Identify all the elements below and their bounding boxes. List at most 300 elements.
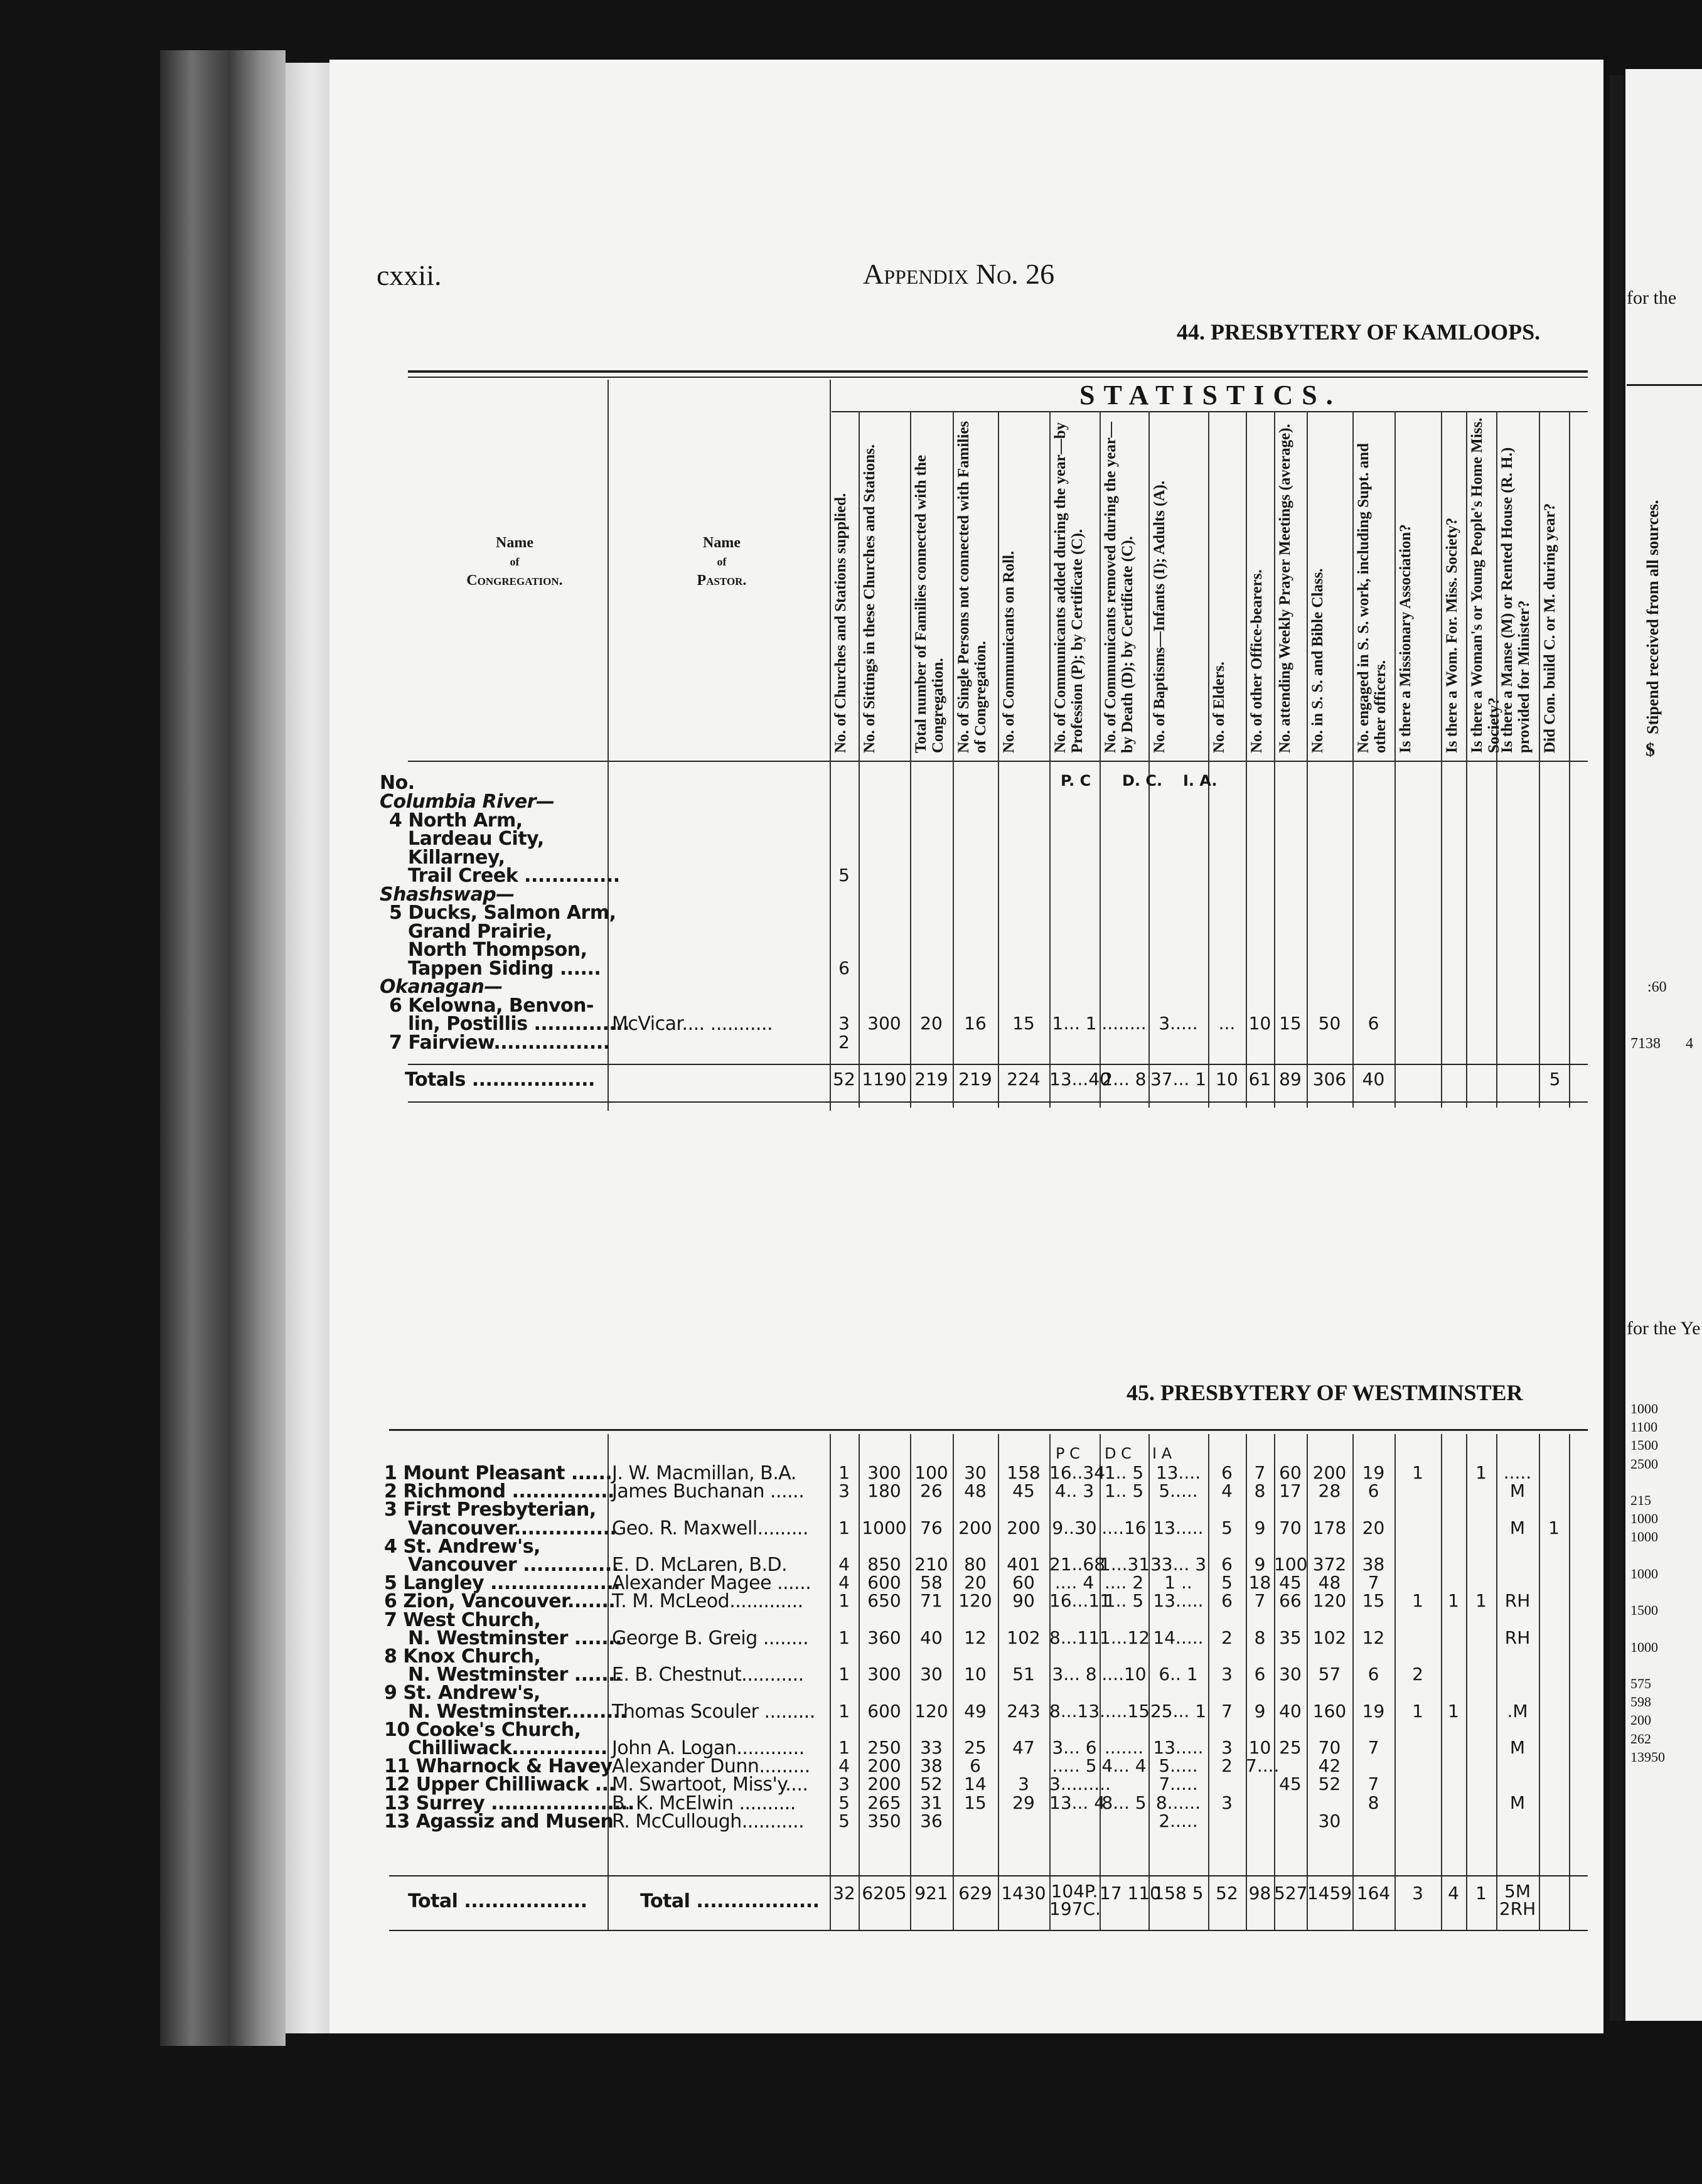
- stat-value: 650: [867, 1590, 901, 1612]
- stat-value: 21..68: [1049, 1554, 1106, 1575]
- stat-value: 76: [920, 1517, 943, 1538]
- stat-value: 8......: [1155, 1792, 1201, 1813]
- stat-value: 7: [1367, 1774, 1379, 1795]
- pastor-header-line: of: [717, 555, 727, 568]
- col-rule: [1466, 1434, 1467, 1930]
- stat-value: 100: [914, 1462, 948, 1483]
- stat-value: 20: [1362, 1517, 1385, 1538]
- pastor-name: Thomas Scouler .........: [612, 1700, 815, 1723]
- stat-value: 30: [920, 1664, 943, 1685]
- total-value: 219: [914, 1069, 948, 1089]
- total-value: 629: [958, 1883, 992, 1903]
- gutter: [1610, 75, 1624, 2021]
- col-rule: [998, 411, 999, 1108]
- stat-value: 1: [838, 1737, 850, 1758]
- stat-value: 210: [914, 1554, 948, 1575]
- col-rule: [1466, 411, 1467, 1108]
- rule: [408, 1064, 1588, 1065]
- pastor-total-label: Total ..................: [640, 1890, 820, 1912]
- total-value: 219: [958, 1069, 992, 1089]
- congregation-name: Chilliwack..............: [408, 1737, 607, 1759]
- total-value: 1190: [862, 1069, 907, 1089]
- no-label: No.: [380, 772, 415, 794]
- congregation-name: Shashswap—: [380, 883, 515, 906]
- stat-value: 50: [1318, 1013, 1341, 1034]
- subheader-ia: I. A.: [1183, 772, 1218, 790]
- stat-value: 70: [1279, 1517, 1302, 1538]
- facing-value: :60: [1647, 979, 1667, 995]
- total-value: 32: [833, 1883, 855, 1903]
- stat-value: 1: [1475, 1590, 1487, 1612]
- facing-value: 1500: [1630, 1602, 1658, 1619]
- stat-value: 102: [1312, 1627, 1347, 1648]
- subheader-dc: D C: [1105, 1445, 1132, 1462]
- congregation-name: Trail Creek ..............: [408, 865, 620, 887]
- stat-value: M: [1509, 1792, 1526, 1813]
- stat-value: 200: [867, 1774, 901, 1795]
- col-rule: [1569, 411, 1570, 1108]
- total-value: 306: [1312, 1069, 1347, 1089]
- churches-value: 6: [838, 957, 850, 978]
- stat-value: 6: [1367, 1480, 1379, 1502]
- stat-value: 4: [1221, 1480, 1233, 1502]
- stat-column-header: No. of Communicants added during the year—by Profession (P); by Certificate (C).: [1052, 422, 1086, 753]
- stat-value: 265: [867, 1792, 901, 1813]
- stat-value: 49: [964, 1700, 987, 1721]
- stat-value: 1: [838, 1664, 850, 1685]
- stat-value: 36: [920, 1810, 943, 1831]
- rule: [408, 1101, 1588, 1103]
- pastor-header: [646, 533, 797, 590]
- total-value: 164: [1356, 1883, 1391, 1903]
- congregation-name: N. Westminster .......: [408, 1664, 622, 1686]
- col-rule: [953, 411, 954, 1108]
- stat-value: 360: [867, 1627, 901, 1648]
- page-stack: [286, 63, 329, 2033]
- stat-value: 20: [920, 1013, 943, 1034]
- pastor-header-line: Name: [703, 535, 741, 551]
- stat-value: 15: [964, 1792, 987, 1813]
- facing-value: 200: [1630, 1712, 1651, 1728]
- congregation-name: 13 Agassiz and Musen: [384, 1810, 614, 1833]
- stipend-header: Stipend received from all sources.: [1644, 500, 1662, 734]
- stat-value: 6: [1221, 1462, 1233, 1483]
- total-value: 3: [1412, 1883, 1423, 1903]
- stat-value: 200: [958, 1517, 992, 1538]
- congregation-name: 4 North Arm,: [389, 809, 523, 832]
- congregation-name: 12 Upper Chilliwack ...: [384, 1774, 616, 1796]
- stat-value: 300: [867, 1664, 901, 1685]
- stat-value: 25: [964, 1737, 987, 1758]
- stat-value: 120: [914, 1700, 948, 1721]
- stat-value: .....: [1503, 1462, 1532, 1483]
- pastor-name: George B. Greig ........: [612, 1627, 809, 1649]
- stat-value: 18: [1248, 1572, 1271, 1593]
- total-value: 4: [1448, 1883, 1459, 1903]
- pastor-name: John A. Logan............: [612, 1737, 805, 1759]
- col-rule: [1441, 1434, 1442, 1930]
- stat-value: 90: [1012, 1590, 1035, 1612]
- stat-value: 6: [970, 1755, 981, 1777]
- stat-value: .M: [1507, 1700, 1528, 1721]
- stat-value: 17: [1279, 1480, 1302, 1502]
- stat-value: 31: [920, 1792, 943, 1813]
- pastor-name: B. K. McElwin ..........: [612, 1792, 796, 1814]
- congregation-name: 7 Fairview.................: [389, 1031, 610, 1054]
- stat-value: 8...13: [1049, 1700, 1100, 1721]
- stat-column-header: No. attending Weekly Prayer Meetings (average).: [1276, 424, 1293, 753]
- rule: [1627, 384, 1702, 386]
- subheader-ia: I A: [1152, 1445, 1172, 1462]
- congregation-name: 7 West Church,: [384, 1609, 541, 1631]
- stat-value: 6: [1367, 1013, 1379, 1034]
- congregation-name: 5 Ducks, Salmon Arm,: [389, 902, 616, 924]
- stat-value: 5: [1221, 1572, 1233, 1593]
- stat-value: 8: [1254, 1627, 1266, 1648]
- stat-value: 1: [1412, 1700, 1423, 1721]
- stat-value: 5.....: [1159, 1480, 1198, 1502]
- stat-value: 38: [1362, 1554, 1385, 1575]
- stat-value: 3.....: [1159, 1013, 1198, 1034]
- stat-value: 1: [1475, 1462, 1487, 1483]
- facing-value: 575: [1630, 1676, 1651, 1691]
- stat-value: M: [1509, 1517, 1526, 1538]
- total-value: 224: [1007, 1069, 1041, 1089]
- total-value: 37... 1: [1150, 1069, 1207, 1089]
- stat-value: 7: [1367, 1737, 1379, 1758]
- total-value: 61: [1248, 1069, 1271, 1089]
- congregation-name: N. Westminster .......: [408, 1627, 622, 1649]
- value-part: 5M: [1504, 1881, 1531, 1902]
- congregation-name: Killarney,: [408, 846, 505, 869]
- pastor-name: Alexander Magee ......: [612, 1572, 811, 1595]
- pastor-name: Geo. R. Maxwell.........: [612, 1517, 808, 1539]
- stat-value: 45: [1279, 1572, 1302, 1593]
- facing-value: 4: [1686, 1036, 1693, 1052]
- stat-value: 1.. 5: [1104, 1462, 1144, 1483]
- stat-value: 25... 1: [1150, 1700, 1207, 1721]
- stat-value: 1: [1448, 1700, 1459, 1721]
- stat-value: 3: [1221, 1737, 1233, 1758]
- col-rule: [1569, 1434, 1570, 1930]
- stat-value: 1 ..: [1164, 1572, 1192, 1593]
- stat-value: 200: [867, 1755, 901, 1777]
- total-value: 1459: [1307, 1883, 1352, 1903]
- stat-value: 10: [1248, 1737, 1271, 1758]
- stat-value: 8...11: [1049, 1627, 1100, 1648]
- total-value: 1: [1475, 1883, 1487, 1903]
- col-rule: [1496, 411, 1497, 1108]
- col-rule: [1208, 411, 1209, 1108]
- total-value: 10: [1216, 1069, 1238, 1089]
- stat-value: 4: [838, 1554, 850, 1575]
- stat-value: 13.....: [1153, 1590, 1204, 1612]
- stat-value: 30: [1279, 1664, 1302, 1685]
- stat-value: 80: [964, 1554, 987, 1575]
- dollar-sign: $: [1646, 739, 1655, 760]
- stat-value: 600: [867, 1700, 901, 1721]
- stat-value: 160: [1312, 1700, 1347, 1721]
- stat-value: 1: [1412, 1462, 1423, 1483]
- stat-value: 3: [838, 1480, 850, 1502]
- stat-value: 6: [1367, 1664, 1379, 1685]
- stat-value: 350: [867, 1810, 901, 1831]
- facing-value: 1000: [1630, 1529, 1658, 1545]
- stat-value: .... 4: [1054, 1572, 1095, 1593]
- stat-value: 1... 1: [1052, 1013, 1097, 1034]
- stat-value: 1: [1448, 1590, 1459, 1612]
- stat-value: 52: [1318, 1774, 1341, 1795]
- stat-value: 3: [838, 1774, 850, 1795]
- manse-total: 5: [1549, 1069, 1561, 1089]
- page-number: cxxii.: [377, 259, 442, 291]
- stat-value: 30: [964, 1462, 987, 1483]
- col-rule: [910, 411, 911, 1108]
- stat-value: 2: [1221, 1755, 1233, 1777]
- facing-value: 1000: [1630, 1639, 1658, 1655]
- stat-value: 70: [1318, 1737, 1341, 1758]
- value-part: 197C.: [1049, 1898, 1101, 1919]
- stat-value: 120: [1312, 1590, 1347, 1612]
- congregation-name: 9 St. Andrew's,: [384, 1682, 540, 1705]
- stat-value: 178: [1312, 1517, 1347, 1538]
- stat-value: 10: [1248, 1013, 1271, 1034]
- congregation-name: 6 Kelowna, Benvon-: [389, 994, 594, 1017]
- total-value: 527: [1274, 1883, 1308, 1903]
- stat-value: 1: [838, 1590, 850, 1612]
- stat-column-header: No. of Elders.: [1211, 661, 1228, 753]
- stat-value: ..... 5: [1052, 1755, 1097, 1777]
- congregation-name: Lardeau City,: [408, 828, 544, 850]
- stat-value: 243: [1007, 1700, 1041, 1721]
- stat-value: 12: [964, 1627, 987, 1648]
- stat-value: 3: [1221, 1664, 1233, 1685]
- congregation-name: Grand Prairie,: [408, 920, 553, 943]
- col-rule: [830, 380, 831, 1111]
- stat-value: 13.....: [1153, 1517, 1204, 1538]
- rule: [832, 411, 1588, 412]
- stat-value: 16: [964, 1013, 987, 1034]
- facing-value: 598: [1630, 1694, 1651, 1710]
- stat-column-header: No. of Communicants removed during the year—by Death (D); by Certificate (C).: [1102, 422, 1136, 753]
- section-title-kamloops: 44. PRESBYTERY OF KAMLOOPS.: [1177, 319, 1541, 345]
- stat-value: 600: [867, 1572, 901, 1593]
- col-rule: [1539, 1434, 1540, 1930]
- congregation-name: 5 Langley ...................: [384, 1572, 621, 1595]
- stat-value: 158: [1007, 1462, 1041, 1483]
- stat-value: 30: [1318, 1810, 1341, 1831]
- congregation-name: 1 Mount Pleasant ......: [384, 1462, 613, 1484]
- stat-value: 3... 8: [1052, 1664, 1097, 1685]
- subheader-pc: P C: [1056, 1445, 1080, 1462]
- stat-column-header: No. of other Office-bearers.: [1248, 569, 1265, 753]
- stat-value: .......: [1104, 1737, 1144, 1758]
- stat-value: 1.. 5: [1104, 1480, 1144, 1502]
- stat-value: 66: [1279, 1590, 1302, 1612]
- total-value: 52: [833, 1069, 855, 1089]
- col-rule: [1496, 1434, 1497, 1930]
- stat-value: 1: [838, 1517, 850, 1538]
- stat-value: 300: [867, 1462, 901, 1483]
- stat-value: 180: [867, 1480, 901, 1502]
- statistics-title: STATISTICS.: [1079, 380, 1342, 410]
- stat-value: 7: [1221, 1700, 1233, 1721]
- facing-value: 1000: [1630, 1511, 1658, 1527]
- col-rule: [1441, 411, 1442, 1108]
- stat-value: 14: [964, 1774, 987, 1795]
- facing-value: 1000: [1630, 1401, 1658, 1416]
- stat-value: 33: [920, 1737, 943, 1758]
- congregation-name: 2 Richmond ...............: [384, 1480, 614, 1503]
- stat-value: 250: [867, 1737, 901, 1758]
- congregation-name: 13 Surrey .....................: [384, 1792, 634, 1814]
- stat-value: 8: [1254, 1480, 1266, 1502]
- congregation-header-line: Congregation.: [466, 572, 563, 589]
- stat-value: 60: [1012, 1572, 1035, 1593]
- totals-label: Totals ..................: [405, 1069, 595, 1091]
- stat-column-header: Is there a Missionary Association?: [1397, 524, 1414, 753]
- col-rule: [607, 380, 609, 1111]
- pastor-name: T. M. McLeod.............: [612, 1590, 803, 1613]
- stat-value: 13....: [1155, 1462, 1201, 1483]
- congregation-name: Columbia River—: [380, 791, 555, 813]
- stat-value: 1: [838, 1627, 850, 1648]
- total-value: 98: [1248, 1883, 1271, 1903]
- stat-value: 5.....: [1159, 1755, 1198, 1777]
- stat-value: 2: [1412, 1664, 1423, 1685]
- stat-value: 48: [964, 1480, 987, 1502]
- stat-value: 6.. 1: [1159, 1664, 1198, 1685]
- stat-value: 102: [1007, 1627, 1041, 1648]
- stat-value: 4.. 3: [1054, 1480, 1095, 1502]
- stat-column-header: No. of Churches and Stations supplied.: [832, 493, 849, 753]
- churches-value: 2: [838, 1031, 850, 1052]
- stat-value: 9: [1254, 1700, 1266, 1721]
- total-value: 921: [914, 1883, 948, 1903]
- stat-column-header: No. engaged in S. S. work, including Supt. and other officers.: [1355, 443, 1389, 753]
- congregation-name: lin, Postillis ..............: [408, 1013, 630, 1035]
- stat-value: 3: [1221, 1792, 1233, 1813]
- stat-value: 200: [1007, 1517, 1041, 1538]
- col-rule: [1148, 411, 1150, 1108]
- stat-value: 372: [1312, 1554, 1347, 1575]
- stat-value: 15: [1012, 1013, 1035, 1034]
- stat-value: 3: [838, 1013, 850, 1034]
- stat-value: 15: [1279, 1013, 1302, 1034]
- rule: [389, 1930, 1588, 1931]
- total-value: [1049, 1883, 1100, 1918]
- stat-value: 45: [1012, 1480, 1035, 1502]
- congregation-name: Vancouver ..............: [408, 1554, 619, 1576]
- stat-value: 9..30: [1052, 1517, 1097, 1538]
- facing-value: 262: [1630, 1730, 1651, 1747]
- stat-value: 2.....: [1159, 1810, 1198, 1831]
- total-label: Total ..................: [408, 1890, 587, 1912]
- stat-value: ........: [1101, 1013, 1147, 1034]
- pastor-name: E. D. McLaren, B.D.: [612, 1554, 788, 1576]
- value-part: 2RH: [1499, 1898, 1536, 1919]
- stat-column-header: Total number of Families connected with the Congregation.: [913, 455, 946, 753]
- stat-value: 3... 6: [1052, 1737, 1097, 1758]
- stat-value: 10: [964, 1664, 987, 1685]
- congregation-name: 10 Cooke's Church,: [384, 1718, 581, 1741]
- stat-value: 7.....: [1159, 1774, 1198, 1795]
- pastor-name: McVicar.... ...........: [612, 1013, 773, 1035]
- total-value: 6205: [862, 1883, 907, 1903]
- stat-value: 7....: [1246, 1755, 1280, 1777]
- col-rule: [1049, 411, 1051, 1108]
- congregation-name: 8 Knox Church,: [384, 1646, 541, 1667]
- stat-value: 300: [867, 1013, 901, 1034]
- stat-value: 16..34: [1049, 1462, 1106, 1483]
- book-edge: [160, 50, 286, 2046]
- rule: [389, 1875, 1588, 1876]
- stat-value: 20: [964, 1572, 987, 1593]
- stat-value: RH: [1504, 1627, 1531, 1648]
- pastor-name: Alexander Dunn.........: [612, 1755, 810, 1778]
- appendix-title: Appendix No. 26: [863, 258, 1055, 290]
- stat-value: 9: [1254, 1517, 1266, 1538]
- stat-column-header: Did Con. build C. or M. during year?: [1541, 503, 1558, 753]
- stat-value: 7: [1254, 1462, 1266, 1483]
- stat-value: 28: [1318, 1480, 1341, 1502]
- stat-value: 19: [1362, 1700, 1385, 1721]
- stat-value: 1: [1548, 1517, 1560, 1538]
- total-value: 1430: [1001, 1883, 1046, 1903]
- subheader-pc: P. C: [1061, 772, 1091, 790]
- stat-column-header: Is there a Manse (M) or Rented House (R. H.) provided for Minister?: [1499, 447, 1533, 753]
- stat-value: 13... 4: [1049, 1792, 1106, 1813]
- stat-column-header: No. of Communicants on Roll.: [1000, 550, 1017, 753]
- congregation-name: Vancouver...............: [408, 1517, 617, 1539]
- stat-value: .... 2: [1104, 1572, 1144, 1593]
- rule: [408, 370, 1588, 373]
- stat-value: 401: [1007, 1554, 1041, 1575]
- stat-value: 16...11: [1049, 1590, 1111, 1612]
- col-rule: [1246, 411, 1247, 1108]
- section-title-westminster: 45. PRESBYTERY OF WESTMINSTER: [1127, 1380, 1523, 1405]
- stat-value: M: [1509, 1737, 1526, 1758]
- stat-value: 47: [1012, 1737, 1035, 1758]
- stat-value: 58: [920, 1572, 943, 1593]
- facing-value: 215: [1630, 1492, 1651, 1508]
- total-value: 40: [1362, 1069, 1385, 1089]
- stat-value: 1000: [862, 1517, 907, 1538]
- facing-header: for the: [1627, 287, 1677, 308]
- congregation-name: 3 First Presbyterian,: [384, 1499, 596, 1521]
- stat-value: 5: [1221, 1517, 1233, 1538]
- stat-value: 4: [838, 1755, 850, 1777]
- stat-value: 6: [1221, 1554, 1233, 1575]
- stat-value: 25: [1279, 1737, 1302, 1758]
- facing-value: 1100: [1630, 1419, 1658, 1435]
- congregation-name: Okanagan—: [380, 976, 503, 998]
- col-rule: [1539, 411, 1540, 1108]
- value-part: 104P.: [1051, 1881, 1098, 1902]
- stat-value: 42: [1318, 1755, 1341, 1777]
- facing-value: 1000: [1630, 1565, 1658, 1582]
- col-rule: [1307, 411, 1308, 1108]
- stat-value: M: [1509, 1480, 1526, 1502]
- stat-value: 15: [1362, 1590, 1385, 1612]
- col-rule: [859, 411, 860, 1108]
- stat-value: 2: [1221, 1627, 1233, 1648]
- churches-value: 5: [838, 865, 850, 886]
- stat-column-header: No. of Baptisms—Infants (I); Adults (A).: [1151, 480, 1168, 753]
- stat-value: 12: [1362, 1627, 1385, 1648]
- stat-value: ....10: [1101, 1664, 1147, 1685]
- stat-column-header: Is there a Woman's or Young People's Home Miss. Society?: [1469, 417, 1502, 753]
